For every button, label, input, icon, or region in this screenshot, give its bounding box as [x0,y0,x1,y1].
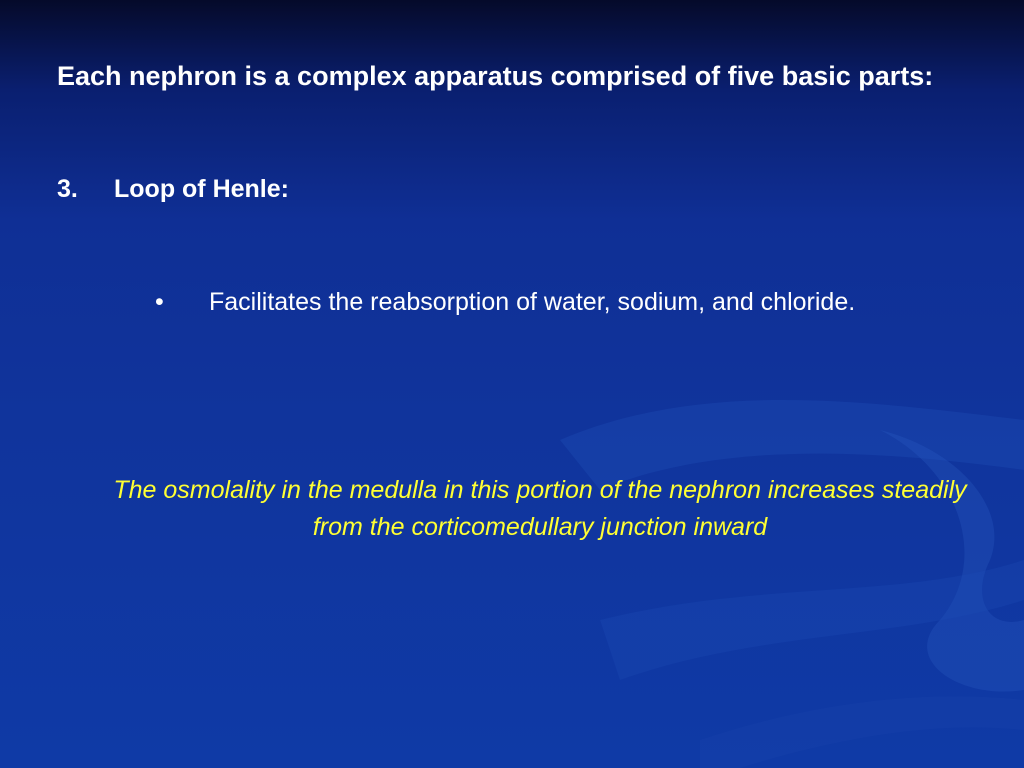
bullet-marker: • [155,288,164,316]
bullet-text: Facilitates the reabsorption of water, sodium, and chloride. [209,288,856,316]
item-number: 3. [57,175,78,203]
highlight-note: The osmolality in the medulla in this portion of the nephron increases steadily from the corticomedullary junction inward [113,476,967,541]
slide-title: Each nephron is a complex apparatus comprised of five basic parts: [57,61,934,91]
numbered-item [57,170,289,208]
bullet-item [155,284,915,321]
item-label: Loop of Henle: [114,175,289,203]
